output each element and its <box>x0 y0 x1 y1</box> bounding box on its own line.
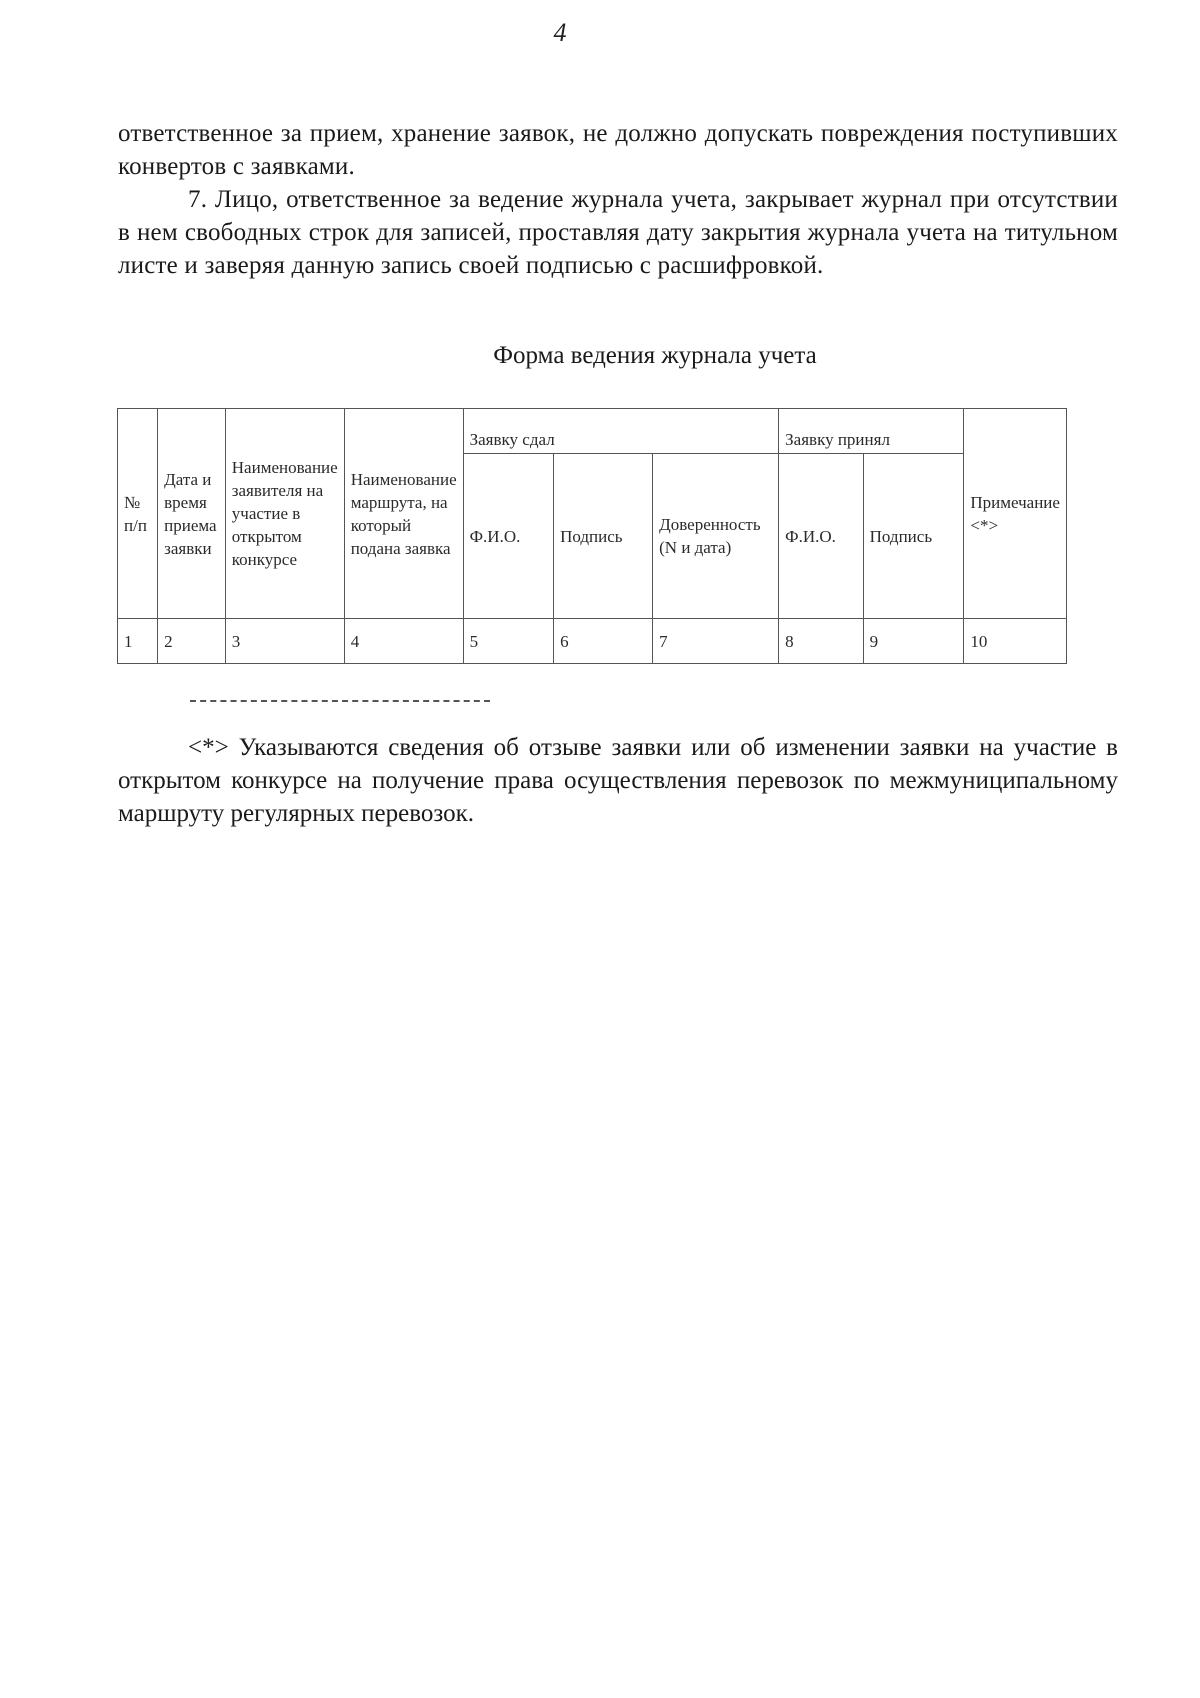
journal-form-table <box>117 408 1067 664</box>
header-cell-date: Дата и время приема заявки <box>158 409 226 619</box>
paragraph-7: 7. Лицо, ответственное за ведение журнала учета, закрывает журнал при отсутствии в нем свободных строк для записей, проставляя дату закрытия журнала учета на титульном листе и заверяя данную запись своей подписью с расшифровкой. <box>118 186 1118 279</box>
column-number-cell: 5 <box>463 619 553 664</box>
column-number-cell: 7 <box>653 619 779 664</box>
header-cell-note: Примечание <*> <box>964 409 1067 619</box>
header-group-submitted: Заявку сдал <box>463 409 779 454</box>
footnote-text: <*> Указываются сведения об отзыве заявки или об изменении заявки на участие в открытом конкурсе на получение права осуществления перевозок по межмуниципальному маршруту регулярных перевозок. <box>118 734 1118 827</box>
column-number-cell: 8 <box>779 619 863 664</box>
column-number-cell: 3 <box>225 619 344 664</box>
header-cell-applicant: Наименование заявителя на участие в открытом конкурсе <box>225 409 344 619</box>
header-cell-number: № п/п <box>118 409 158 619</box>
subheader-signature-submitted: Подпись <box>554 454 653 619</box>
footnote-separator <box>190 700 490 702</box>
column-number-cell: 9 <box>863 619 964 664</box>
page-number: 4 <box>553 18 567 47</box>
header-group-received: Заявку принял <box>779 409 964 454</box>
column-number-cell: 1 <box>118 619 158 664</box>
paragraph-continuation: ответственное за прием, хранение заявок, не должно допускать повреждения поступивших конвертов с заявками. <box>118 120 1118 180</box>
subheader-signature-received: Подпись <box>863 454 964 619</box>
header-cell-route: Наименование маршрута, на который подана заявка <box>344 409 463 619</box>
column-number-cell: 2 <box>158 619 226 664</box>
subheader-fio-received: Ф.И.О. <box>779 454 863 619</box>
subheader-proxy: Доверенность (N и дата) <box>653 454 779 619</box>
subheader-fio-submitted: Ф.И.О. <box>463 454 553 619</box>
form-title: Форма ведения журнала учета <box>493 342 817 369</box>
column-number-cell: 6 <box>554 619 653 664</box>
column-number-cell: 10 <box>964 619 1067 664</box>
column-number-cell: 4 <box>344 619 463 664</box>
